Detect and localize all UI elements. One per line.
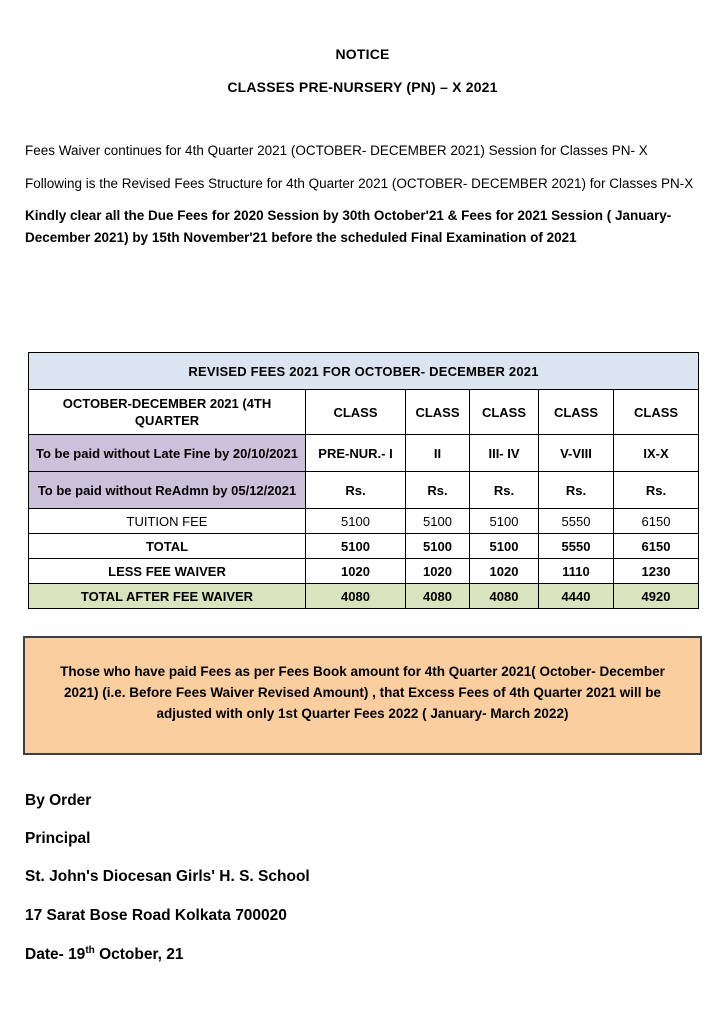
- fee-row-label: LESS FEE WAIVER: [29, 559, 306, 584]
- fee-value-cell: 4080: [406, 584, 470, 609]
- fee-value-cell: 6150: [614, 509, 699, 534]
- table-title: REVISED FEES 2021 FOR OCTOBER- DECEMBER 2021: [29, 353, 699, 390]
- fee-value-cell: 5550: [539, 509, 614, 534]
- document-subtitle: CLASSES PRE-NURSERY (PN) – X 2021: [227, 79, 498, 95]
- fee-row-label: TOTAL: [29, 534, 306, 559]
- fee-value-cell: 4920: [614, 584, 699, 609]
- fee-value-cell: 5100: [470, 509, 539, 534]
- school-name-line: St. John's Diocesan Girls' H. S. School: [25, 868, 310, 886]
- fee-row-label: TUITION FEE: [29, 509, 306, 534]
- fee-value-cell: 5100: [406, 509, 470, 534]
- currency-cell: Rs.: [614, 472, 699, 509]
- by-order-line: By Order: [25, 792, 92, 810]
- fee-value-cell: 6150: [614, 534, 699, 559]
- fee-value-cell: 1020: [406, 559, 470, 584]
- currency-cell: Rs.: [306, 472, 406, 509]
- class-name-cell: IX-X: [614, 435, 699, 472]
- date-ordinal-suffix: th: [85, 944, 95, 956]
- class-name-cell: PRE-NUR.- I: [306, 435, 406, 472]
- fee-value-cell: 5100: [306, 509, 406, 534]
- fee-value-cell: 4080: [306, 584, 406, 609]
- fees-table-section: [25, 352, 700, 609]
- fee-value-cell: 4440: [539, 584, 614, 609]
- excess-fees-note-box: [23, 636, 702, 755]
- fee-value-cell: 5100: [406, 534, 470, 559]
- class-header-cell: CLASS: [306, 390, 406, 435]
- class-header-cell: CLASS: [539, 390, 614, 435]
- readmn-label-cell: To be paid without ReAdmn by 05/12/2021: [29, 472, 306, 509]
- excess-fees-note-text: Those who have paid Fees as per Fees Book amount for 4th Quarter 2021( October- December 2021) (i.e. Before Fees Waiver Revised Amount) , that Excess Fees of 4th Quarter 2021 will be adjusted with only 1st Quarter Fees 2022 ( January- March 2022): [60, 664, 665, 722]
- revised-fees-table: [28, 352, 699, 609]
- fee-value-cell: 5550: [539, 534, 614, 559]
- principal-line: Principal: [25, 830, 91, 848]
- fee-value-cell: 1110: [539, 559, 614, 584]
- paragraph-due-fees-warning: Kindly clear all the Due Fees for 2020 Session by 30th October'21 & Fees for 2021 Session ( January- December 2021) by 15th November'21 before the scheduled Final Examination of 2021: [25, 208, 672, 245]
- fee-value-cell: 4080: [470, 584, 539, 609]
- fee-value-cell: 1230: [614, 559, 699, 584]
- date-line: Date- 19th October, 21: [25, 944, 184, 963]
- fee-value-cell: 1020: [306, 559, 406, 584]
- class-header-cell: CLASS: [406, 390, 470, 435]
- notice-body: [25, 140, 700, 248]
- currency-cell: Rs.: [406, 472, 470, 509]
- class-header-cell: CLASS: [470, 390, 539, 435]
- fee-value-cell: 5100: [306, 534, 406, 559]
- signature-block: [25, 792, 700, 962]
- paragraph-fees-waiver: Fees Waiver continues for 4th Quarter 2021 (OCTOBER- DECEMBER 2021) Session for Classes PN- X: [25, 143, 648, 158]
- class-name-cell: III- IV: [470, 435, 539, 472]
- fee-value-cell: 1020: [470, 559, 539, 584]
- paragraph-revised-structure: Following is the Revised Fees Structure for 4th Quarter 2021 (OCTOBER- DECEMBER 2021) for Classes PN-X: [25, 175, 694, 191]
- school-address-line: 17 Sarat Bose Road Kolkata 700020: [25, 906, 287, 924]
- currency-cell: Rs.: [470, 472, 539, 509]
- class-name-cell: V-VIII: [539, 435, 614, 472]
- currency-cell: Rs.: [539, 472, 614, 509]
- quarter-label-cell: OCTOBER-DECEMBER 2021 (4TH QUARTER: [29, 390, 306, 435]
- late-fine-label-cell: To be paid without Late Fine by 20/10/2021: [29, 435, 306, 472]
- fee-value-cell: 5100: [470, 534, 539, 559]
- document-title: NOTICE: [335, 46, 390, 62]
- class-header-cell: CLASS: [614, 390, 699, 435]
- fee-row-label: TOTAL AFTER FEE WAIVER: [29, 584, 306, 609]
- class-name-cell: II: [406, 435, 470, 472]
